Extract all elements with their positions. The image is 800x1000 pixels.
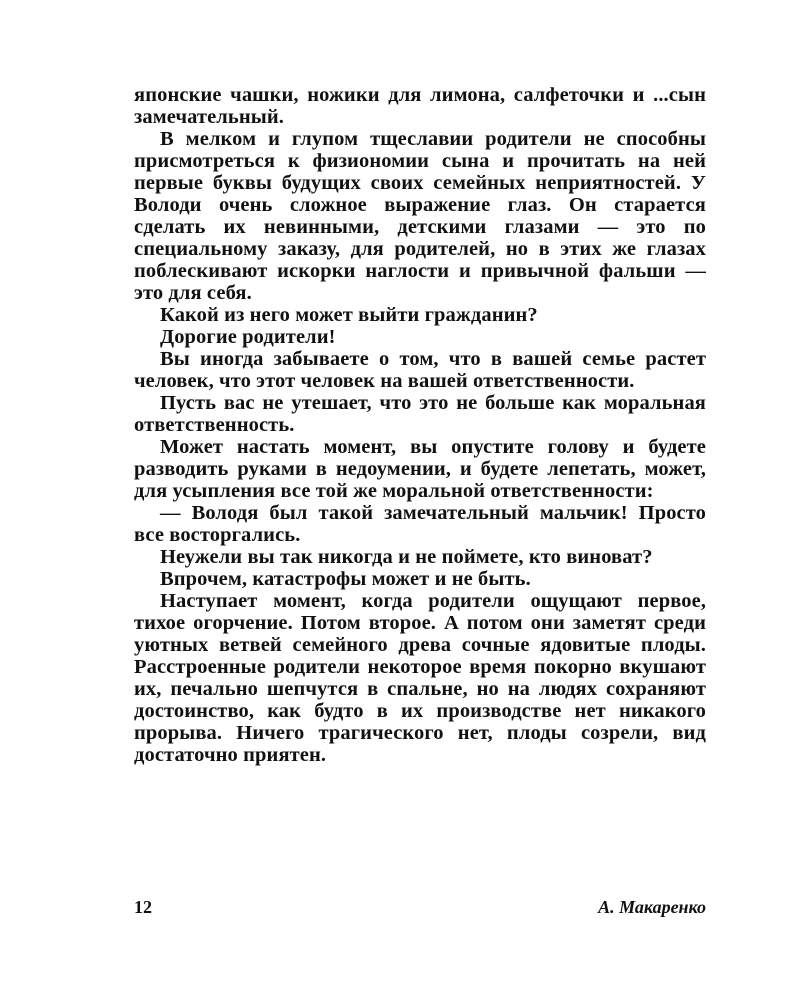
body-text <box>134 84 706 766</box>
page-footer <box>134 896 706 920</box>
running-author: А. Макаренко <box>598 897 706 917</box>
paragraph: Впрочем, катастрофы может и не быть. <box>160 568 531 590</box>
paragraph: Вы иногда забываете о том, что в вашей семье растет человек, что этот человек на вашей ответственности. <box>134 348 706 392</box>
paragraph: Наступает момент, когда родители ощущают первое, тихое огорчение. Потом второе. А потом они заметят среди уютных ветвей семейного древа сочные ядовитые плоды. Расстроенные родители некоторое время покорно вкушают их, печально шепчутся в спальне, но на людях сохраняют достоинство, как будто в их производстве нет никакого прорыва. Ничего трагического нет, плоды созрели, вид достаточно приятен. <box>134 590 706 766</box>
paragraph-continuation: японские чашки, ножики для лимона, салфеточки и ...сын замечательный. <box>134 84 706 128</box>
paragraph: Может настать момент, вы опустите голову и будете разводить руками в недоумении, и будете лепетать, может, для усыпления все той же моральной ответственности: <box>134 436 706 502</box>
paragraph: Неужели вы так никогда и не поймете, кто виноват? <box>160 546 653 568</box>
paragraph: В мелком и глупом тщеславии родители не способны присмотреться к физиономии сына и прочитать на ней первые буквы будущих своих семейных неприятностей. У Володи очень сложное выражение глаз. Он старается сделать их невинными, детскими глазами — это по специальному заказу, для родителей, но в этих же глазах поблескивают искорки наглости и привычной фальши — это для себя. <box>134 128 706 304</box>
paragraph: — Володя был такой замечательный мальчик! Просто все восторгались. <box>134 502 706 546</box>
paragraph: Пусть вас не утешает, что это не больше как моральная ответственность. <box>134 392 706 436</box>
paragraph: Какой из него может выйти гражданин? <box>160 304 538 326</box>
page-number: 12 <box>134 897 152 917</box>
paragraph: Дорогие родители! <box>160 326 336 348</box>
